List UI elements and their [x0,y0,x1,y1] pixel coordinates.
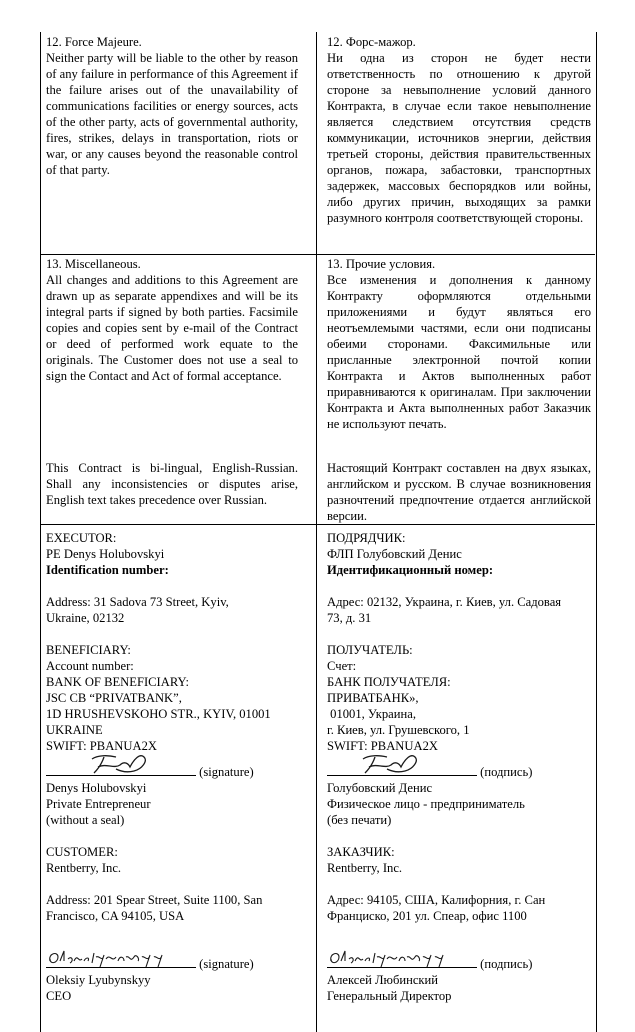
signer-role-ru: Физическое лицо - предприниматель [327,797,525,811]
section-13-en [46,256,298,384]
parties-ru [327,530,591,1004]
section-12-ru-title: 12. Форс-мажор. [327,35,416,49]
account-label: Account number: [46,659,134,673]
bank-name-ru: ПРИВАТБАНК», [327,691,419,705]
table-border-left [40,32,41,1032]
executor-name: PE Denys Holubovskyi [46,547,165,561]
section-13-en-body: All changes and additions to this Agreement are drawn up as separate appendixes and will be its integral parts if signed by both parties. Facsimile copies and copies sent by e-mail of the Contract or deed of performed work equate to the originals. The Customer does not use a seal to sign the Contact and Act of formal acceptance. [46,273,298,383]
signer-role: Private Entrepreneur [46,797,151,811]
customer-address-1: Address: 201 Spear Street, Suite 1100, San [46,893,263,907]
executor-label-ru: ПОДРЯДЧИК: [327,531,406,545]
section-12-en-body: Neither party will be liable to the other by reason of any failure in performance of this Agreement if the failure arises out of the unavailability of communications facilities or energy sources, acts of the other party, acts of governmental authority, fires, strikes, delays in transportation, riots or war, or any causes beyond the reasonable control of that party. [46,51,298,177]
table-border-right [596,32,597,1032]
bank-address: 1D HRUSHEVSKOHO STR., KYIV, 01001 [46,707,271,721]
customer-signature-image-ru [327,943,477,969]
table-border-middle [316,32,317,1032]
customer-name: Rentberry, Inc. [46,861,122,875]
customer-name-ru: Rentberry, Inc. [327,861,403,875]
bank-address-ru: 01001, Украина, [327,707,416,721]
section-12-ru-body: Ни одна из сторон не будет нести ответственность по отношению к другой стороне за невыполнение условий данного Контракта, в случае если такое невыполнение является следствием отсутствия средств коммуникации, источников энергии, действия третьей стороны, действия правительственных органов, пожара, забастовки, транспортных задержек, массовых беспорядков или войны, либо других причин, выходящих за рамки разумного контроля соответствующей стороны. [327,51,591,225]
executor-address-1: Address: 31 Sadova 73 Street, Kyiv, [46,595,229,609]
signer-name-ru: Голубовский Денис [327,781,433,795]
signature-caption-ru: (подпись) [480,957,533,971]
executor-name-ru: ФЛП Голубовский Денис [327,547,462,561]
customer-address-ru-2: Франциско, 201 ул. Спеар, офис 1100 [327,909,527,923]
account-label-ru: Счет: [327,659,357,673]
bank-name: JSC CB “PRIVATBANK”, [46,691,182,705]
executor-signature-image [46,749,196,777]
bank-label-ru: БАНК ПОЛУЧАТЕЛЯ: [327,675,451,689]
id-label: Identification number: [46,563,169,577]
executor-signature-line [46,760,298,780]
section-13-ru-title: 13. Прочие условия. [327,257,436,271]
row-divider-12-13 [40,254,595,255]
signer-name: Denys Holubovskyi [46,781,147,795]
signature-caption: (signature) [199,765,254,779]
beneficiary-label-ru: ПОЛУЧАТЕЛЬ: [327,643,413,657]
customer-signer-role: CEO [46,989,72,1003]
executor-address-ru-2: 73, д. 31 [327,611,372,625]
beneficiary-label: BENEFICIARY: [46,643,131,657]
swift-code: SWIFT: PBANUA2X [46,739,157,753]
customer-label-ru: ЗАКАЗЧИК: [327,845,395,859]
signer-note: (without a seal) [46,813,125,827]
customer-signer-role-ru: Генеральный Директор [327,989,452,1003]
bank-label: BANK OF BENEFICIARY: [46,675,189,689]
section-12-ru [327,34,591,226]
executor-address-2: Ukraine, 02132 [46,611,125,625]
executor-signature-image-ru [327,749,477,777]
customer-signature-line-ru [327,952,591,972]
signer-note-ru: (без печати) [327,813,392,827]
row-divider-13-parties [40,524,595,525]
customer-signature-line [46,952,298,972]
parties-en [46,530,298,1004]
bank-country: UKRAINE [46,723,103,737]
bank-city-ru: г. Киев, ул. Грушевского, 1 [327,723,470,737]
customer-address-ru-1: Адрес: 94105, США, Калифорния, г. Сан [327,893,546,907]
language-clause-ru: Настоящий Контракт составлен на двух языках, английском и русском. В случае возникновения разночтений предпочтение отдается английской версии. [327,461,591,523]
executor-signature-line-ru [327,760,591,780]
section-12-en-title: 12. Force Majeure. [46,35,142,49]
section-13-ru [327,256,591,432]
language-clause-en: This Contract is bi-lingual, English-Russian. Shall any inconsistencies or disputes arise, English text takes precedence over Russian. [46,461,298,507]
section-12-en [46,34,298,178]
customer-label: CUSTOMER: [46,845,118,859]
signature-caption: (signature) [199,957,254,971]
customer-signer-name: Oleksiy Lyubynskyy [46,973,151,987]
customer-address-2: Francisco, CA 94105, USA [46,909,185,923]
customer-signature-image [46,943,196,969]
executor-label: EXECUTOR: [46,531,117,545]
id-label-ru: Идентификационный номер: [327,563,494,577]
signature-caption-ru: (подпись) [480,765,533,779]
section-13-ru-body: Все изменения и дополнения к данному Контракту оформляются отдельными приложениями и будут являться его неотъемлемыми частями, если они подписаны обеими сторонами. Факсимильные или присланные электронной почтой копии Контракта и Актов выполненных работ приравниваются к оригиналам. При заключении Контракта и Акта выполненных работ Заказчик не используют печать. [327,273,591,431]
executor-address-ru-1: Адрес: 02132, Украина, г. Киев, ул. Садовая [327,595,562,609]
swift-code-ru: SWIFT: PBANUA2X [327,739,438,753]
customer-signer-name-ru: Алексей Любинский [327,973,439,987]
section-13-en-title: 13. Miscellaneous. [46,257,141,271]
